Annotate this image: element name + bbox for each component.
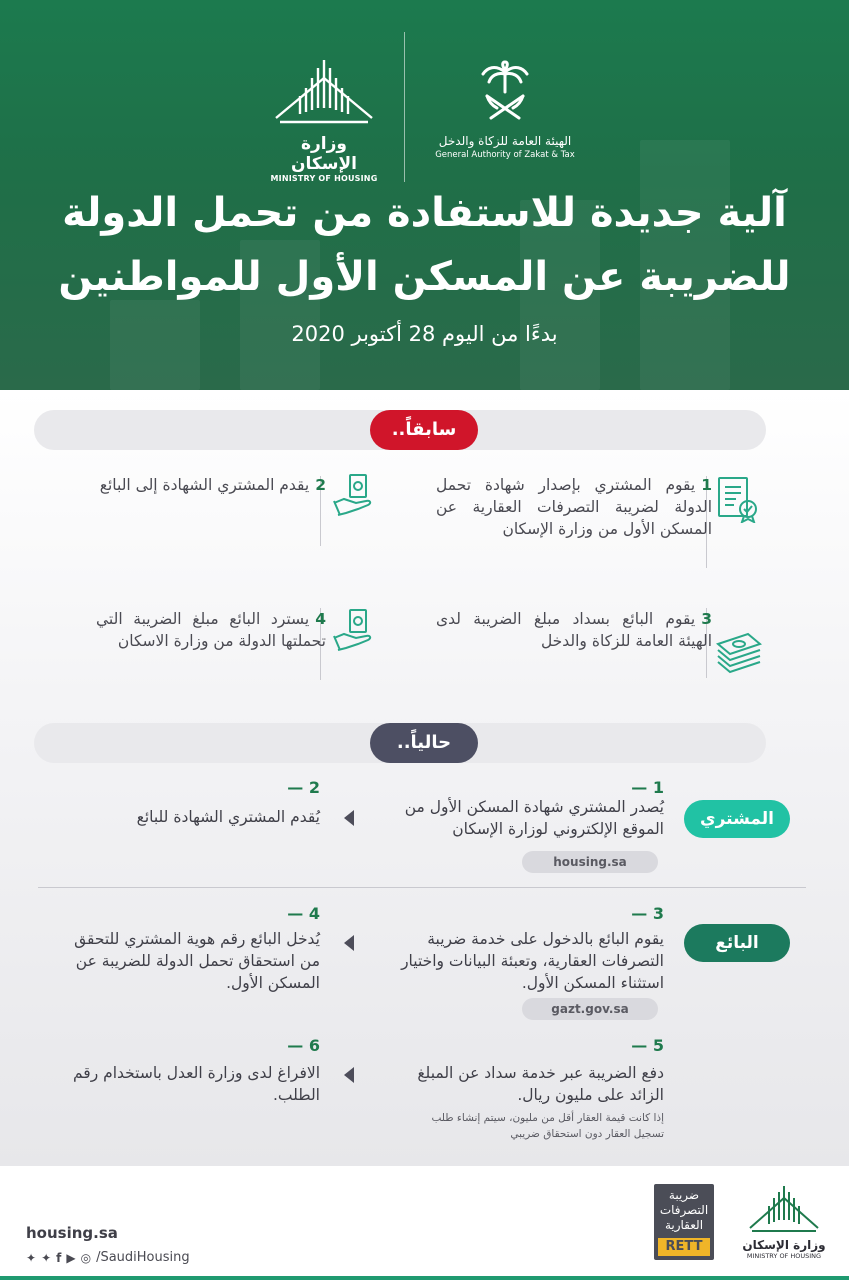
twitter-icon[interactable]: ✦ <box>41 1250 52 1265</box>
certificate-icon <box>716 475 760 527</box>
prev-step-1-num: 1 <box>701 476 712 494</box>
hand-money-icon <box>332 473 380 523</box>
currently-pill: حالياً.. <box>370 723 478 763</box>
cur-step-5-note: إذا كانت قيمة العقار أقل من مليون، سيتم إنشاء طلب تسجيل العقار دون استحقاق ضريبي <box>431 1112 664 1140</box>
ministry-logo-en: MINISTRY OF HOUSING <box>270 174 378 183</box>
page-subtitle: بدءًا من اليوم 28 أكتوبر 2020 <box>291 322 558 346</box>
instagram-icon[interactable]: ◎ <box>80 1250 92 1265</box>
prev-step-3-text: يقوم البائع بسداد مبلغ الضريبة لدى الهيئة العامة للزكاة والدخل <box>436 610 712 650</box>
cur-step-6-num: 6 — <box>287 1036 320 1055</box>
prev-step-4-text: يسترد البائع مبلغ الضريبة التي تحملتها الدولة من وزارة الاسكان <box>96 610 326 650</box>
prev-step-1 <box>436 474 712 540</box>
ministry-housing-logo <box>268 58 380 183</box>
hero-banner <box>0 0 849 390</box>
cur-step-5-text: دفع الضريبة عبر خدمة سداد عن المبلغ الزائد على مليون ريال. <box>417 1064 664 1104</box>
cur-step-2-text: يُقدم المشتري الشهادة للبائع <box>136 808 320 826</box>
arrow-icon <box>344 1067 354 1083</box>
gazt-logo <box>430 60 580 160</box>
buyer-seller-divider <box>38 887 806 888</box>
cur-step-4-text: يُدخل البائع رقم هوية المشتري للتحقق من استحقاق تحمل الدولة للضريبة عن المسكن الأول. <box>74 930 320 992</box>
facebook-icon[interactable]: f <box>56 1250 62 1265</box>
prev-step-4 <box>96 608 326 652</box>
page-title-line2: للضريبة عن المسكن الأول للمواطنين <box>58 254 791 300</box>
cur-step-1-num: 1 — <box>631 778 664 797</box>
footer-ministry-en: MINISTRY OF HOUSING <box>746 1252 822 1260</box>
prev-step-3 <box>436 608 712 652</box>
gazt-link-chip[interactable]: gazt.gov.sa <box>522 998 658 1020</box>
ministry-logo-ar: وزارة الإسكان <box>291 134 357 174</box>
previously-pill: سابقاً.. <box>370 410 478 450</box>
cur-step-5-num: 5 — <box>631 1036 664 1055</box>
content-area <box>0 390 849 1166</box>
prev-step-2-num: 2 <box>315 476 326 494</box>
money-stack-icon <box>714 630 762 678</box>
hand-money-icon <box>332 608 380 658</box>
prev-step-3-num: 3 <box>701 610 712 628</box>
palm-swords-icon <box>475 60 535 124</box>
snapchat-icon[interactable]: ✦ <box>26 1250 37 1265</box>
cur-step-6-text: الافراغ لدى وزارة العدل باستخدام رقم الطلب. <box>72 1064 320 1104</box>
prev-step-2-text: يقدم المشتري الشهادة إلى البائع <box>99 476 310 494</box>
social-icons <box>26 1250 190 1265</box>
arrow-icon <box>344 935 354 951</box>
cur-step-3-text: يقوم البائع بالدخول على خدمة ضريبة التصرفات العقارية، وتعبئة البيانات واختيار استثناء المسكن الأول. <box>401 930 664 992</box>
footer-ministry-ar: وزارة الإسكان <box>742 1238 826 1252</box>
footer-stripe <box>0 1276 849 1280</box>
arrow-icon <box>344 810 354 826</box>
gazt-logo-en: General Authority of Zakat & Tax <box>435 150 575 160</box>
social-handle[interactable]: /SaudiHousing <box>96 1250 190 1265</box>
prev-step-4-num: 4 <box>315 610 326 628</box>
prev-step-1-text: يقوم المشتري بإصدار شهادة تحمل الدولة لضريبة التصرفات العقارية عن المسكن الأول من وزارة الإسكان <box>436 476 712 538</box>
prev-step-2 <box>96 474 326 496</box>
seller-role-badge: البائع <box>684 924 790 962</box>
gazt-logo-ar: الهيئة العامة للزكاة والدخل <box>438 134 572 148</box>
youtube-icon[interactable]: ▶ <box>66 1250 76 1265</box>
cur-step-2-num: 2 — <box>287 778 320 797</box>
logo-divider <box>404 32 405 182</box>
cur-step-1-text: يُصدر المشتري شهادة المسكن الأول من الموقع الإلكتروني لوزارة الإسكان <box>404 798 664 838</box>
footer-ministry-logo <box>742 1184 826 1260</box>
housing-emblem-icon <box>268 58 380 130</box>
housing-link-chip[interactable]: housing.sa <box>522 851 658 873</box>
housing-emblem-icon <box>744 1184 824 1234</box>
cur-step-4-num: 4 — <box>287 904 320 923</box>
rett-logo <box>654 1184 714 1260</box>
rett-logo-en: RETT <box>658 1238 710 1256</box>
footer <box>0 1166 849 1280</box>
buyer-role-badge: المشتري <box>684 800 790 838</box>
page-title-line1: آلية جديدة للاستفادة من تحمل الدولة <box>62 190 787 236</box>
cur-step-3-num: 3 — <box>631 904 664 923</box>
rett-logo-ar: ضريبة التصرفات العقارية <box>659 1188 709 1232</box>
footer-website[interactable]: housing.sa <box>26 1224 118 1242</box>
